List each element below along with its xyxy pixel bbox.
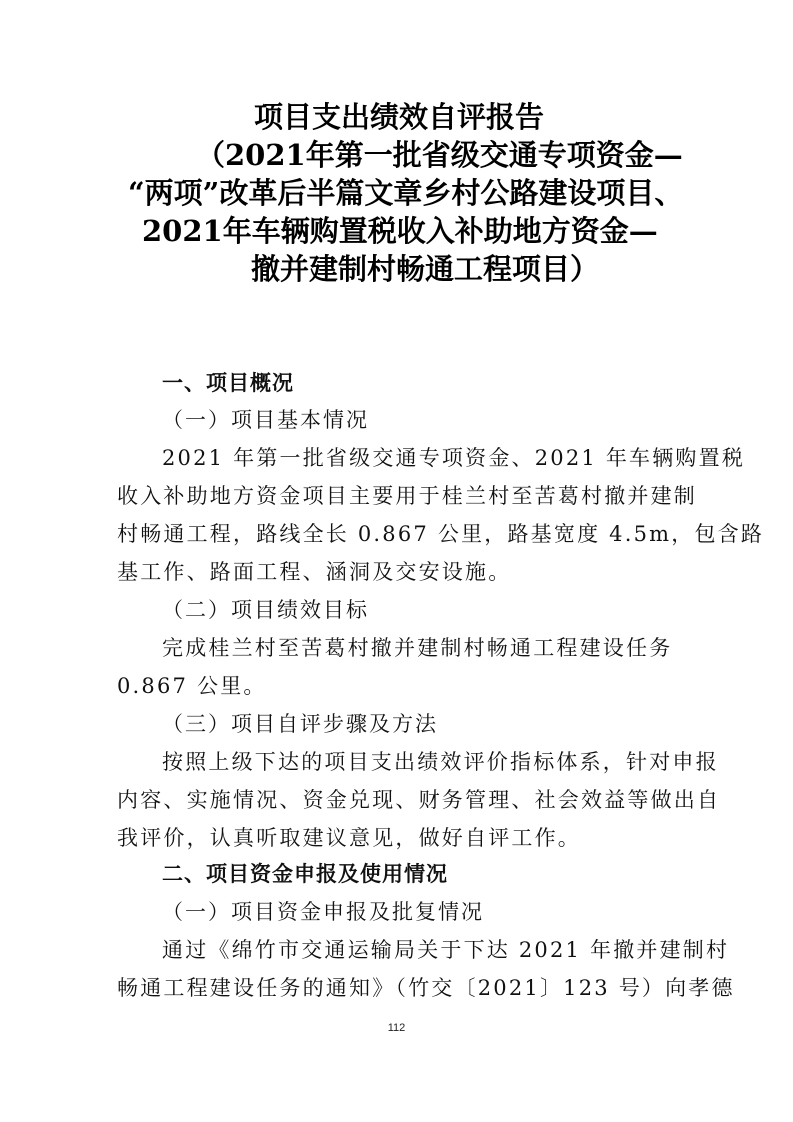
subsection-heading-performance-goals: （二）项目绩效目标	[162, 598, 369, 622]
page-number: 112	[387, 1022, 406, 1034]
paragraph-line: 我评价，认真听取建议意见，做好自评工作。	[117, 826, 581, 850]
subsection-heading-evaluation-method: （三）项目自评步骤及方法	[162, 712, 438, 736]
paragraph-line: 0.867 公里。	[117, 674, 267, 698]
report-title: 项目支出绩效自评报告	[254, 100, 545, 134]
section-heading-funding: 二、项目资金申报及使用情况	[162, 862, 448, 886]
subsection-heading-funding-approval: （一）项目资金申报及批复情况	[162, 900, 484, 924]
report-subtitle-line-1: （2021年第一批省级交通专项资金—	[196, 138, 683, 172]
paragraph-line: 按照上级下达的项目支出绩效评价指标体系，针对申报	[162, 750, 719, 774]
paragraph-line: 2021 年第一批省级交通专项资金、2021 年车辆购置税	[162, 446, 746, 470]
section-heading-project-overview: 一、项目概况	[162, 371, 294, 395]
paragraph-line: 畅通工程建设任务的通知》（竹交〔2021〕123 号）向孝德	[117, 976, 735, 1000]
report-subtitle-line-2: “两项”改革后半篇文章乡村公路建设项目、	[128, 176, 684, 210]
paragraph-line: 收入补助地方资金项目主要用于桂兰村至苦葛村撤并建制	[117, 484, 697, 508]
report-subtitle-line-3: 2021年车辆购置税收入补助地方资金—	[142, 214, 658, 248]
paragraph-line: 完成桂兰村至苦葛村撤并建制村畅通工程建设任务	[162, 636, 673, 660]
paragraph-line: 基工作、路面工程、涵洞及交安设施。	[117, 560, 512, 584]
report-subtitle-line-4: 撤并建制村畅通工程项目）	[251, 252, 600, 286]
paragraph-line: 通过《绵竹市交通运输局关于下达 2021 年撤并建制村	[162, 938, 730, 962]
paragraph-line: 内容、实施情况、资金兑现、财务管理、社会效益等做出自	[117, 788, 721, 812]
subsection-heading-basic-info: （一）项目基本情况	[162, 408, 369, 432]
paragraph-line: 村畅通工程，路线全长 0.867 公里，路基宽度 4.5m，包含路	[117, 522, 765, 546]
